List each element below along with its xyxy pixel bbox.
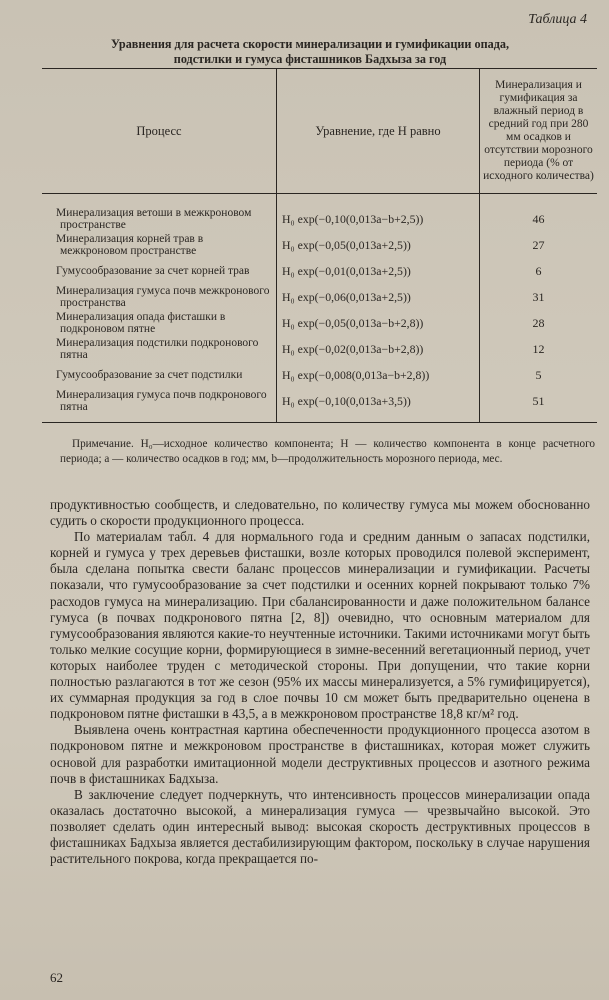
row-equation: H₀ exp(−0,10(0,013a−b+2,5)): [277, 194, 480, 233]
header-mineralization: Минерализация и гумификация за влажный период в средний год при 280 мм осадков и отсутствии морозного периода (% от исходного количества): [480, 69, 598, 194]
row-value: 12: [532, 341, 545, 356]
table-note: Примечание. H₀—исходное количество компонента; H — количество компонента в конце расчетного периода; a — количество осадков в год; мм, b—продолжительность морозного периода, мес.: [60, 438, 595, 465]
page-number: 62: [50, 970, 63, 985]
table-row: [42, 336, 597, 362]
row-process: Гумусообразование за счет корней трав: [56, 265, 250, 277]
table-caption: Уравнения для расчета скорости минерализации и гумификации опада, подстилки и гумуса фисташников Бадхыза за год: [110, 37, 510, 66]
row-process: Минерализация ветоши в межкроновом пространстве: [56, 207, 252, 231]
row-value: 46: [532, 211, 545, 226]
table-row: [42, 284, 597, 310]
row-process: Минерализация гумуса почв межкронового пространства: [56, 285, 270, 309]
row-equation: H₀ exp(−0,06(0,013a+2,5)): [277, 284, 480, 310]
row-value: 6: [535, 263, 542, 278]
paragraph: В заключение следует подчеркнуть, что интенсивность процессов минерализации опада оказалась достаточно высокой, а минерализация гумуса — чрезвычайно высокой. Это позволяет сделать один интересный вывод: высокая скорость деструктивных процессов в фисташниках Бадхыза является дестабилизирующим фактором, поскольку в случае нарушения растительного покрова, когда прекращается по-: [50, 786, 590, 867]
equations-table: [42, 68, 597, 423]
header-process: Процесс: [42, 69, 277, 194]
table-row: [42, 388, 597, 423]
table-row: [42, 362, 597, 388]
table-header-row: [42, 69, 597, 194]
table-row: [42, 310, 597, 336]
row-equation: H₀ exp(−0,05(0,013a+2,5)): [277, 232, 480, 258]
row-equation: H₀ exp(−0,10(0,013a+3,5)): [277, 388, 480, 423]
paragraph: По материалам табл. 4 для нормального года и средним данным о запасах подстилки, корней и гумуса у трех деревьев фисташки, возле которых проводился полевой эксперимент, была сделана попытка свести баланс процессов минерализации и гумификации. Расчеты показали, что гумусообразование за счет подстилки и осенних корней покрывают только 7% расходов гумуса на минерализацию. При сбалансированности и даже положительном балансе гумуса (в почвах подкронового пятна [2, 8]) очевидно, что основным материалом для гумусообразования являются какие-то неучтенные источники. Такими источниками могут быть только мелкие сосущие корни, формирующиеся в зимне-весенний вегетационный период, учет которых наиболее труден с методической стороны. При допущении, что такие корни полностью разлагаются в тот же сезон (95% их массы минерализуется, а 5% гумифицируется), их суммарная продукция за год в слое почвы 10 см может быть предварительно оценена в подкроновом пятне фисташки в 43,5, а в межкроновом пространстве 18,8 кг/м² год.: [50, 529, 590, 722]
row-equation: H₀ exp(−0,01(0,013a+2,5)): [277, 258, 480, 284]
table-row: [42, 194, 597, 233]
row-equation: H₀ exp(−0,05(0,013a−b+2,8)): [277, 310, 480, 336]
row-equation: H₀ exp(−0,008(0,013a−b+2,8)): [277, 362, 480, 388]
header-equation: Уравнение, где H равно: [277, 69, 480, 194]
row-process: Минерализация опада фисташки в подкроновом пятне: [56, 311, 226, 335]
row-value: 5: [535, 367, 542, 382]
row-value: 51: [480, 388, 598, 423]
row-value: 27: [532, 237, 545, 252]
row-process: Минерализация корней трав в межкроновом пространстве: [56, 233, 204, 257]
row-value: 31: [532, 289, 545, 304]
row-process: Гумусообразование за счет подстилки: [56, 369, 243, 381]
paragraph: Выявлена очень контрастная картина обеспеченности продукционного процесса азотом в подкроновом пятне и межкроновом пространстве в фисташниках, которая может служить основой для разработки имитационной модели деструктивных процессов и азотного режима почв в фисташниках Бадхыза.: [50, 722, 590, 786]
table-row: [42, 258, 597, 284]
table-label: Таблица 4: [528, 12, 587, 27]
paragraph: продуктивностью сообществ, и следовательно, по количеству гумуса мы можем обоснованно судить о скорости продукционного процесса.: [50, 497, 590, 529]
table-row: [42, 232, 597, 258]
row-equation: H₀ exp(−0,02(0,013a−b+2,8)): [277, 336, 480, 362]
row-value: 28: [532, 315, 545, 330]
row-process: Минерализация подстилки подкронового пятна: [56, 337, 259, 361]
row-process: Минерализация гумуса почв подкронового пятна: [42, 388, 277, 423]
body-text: [50, 497, 590, 867]
